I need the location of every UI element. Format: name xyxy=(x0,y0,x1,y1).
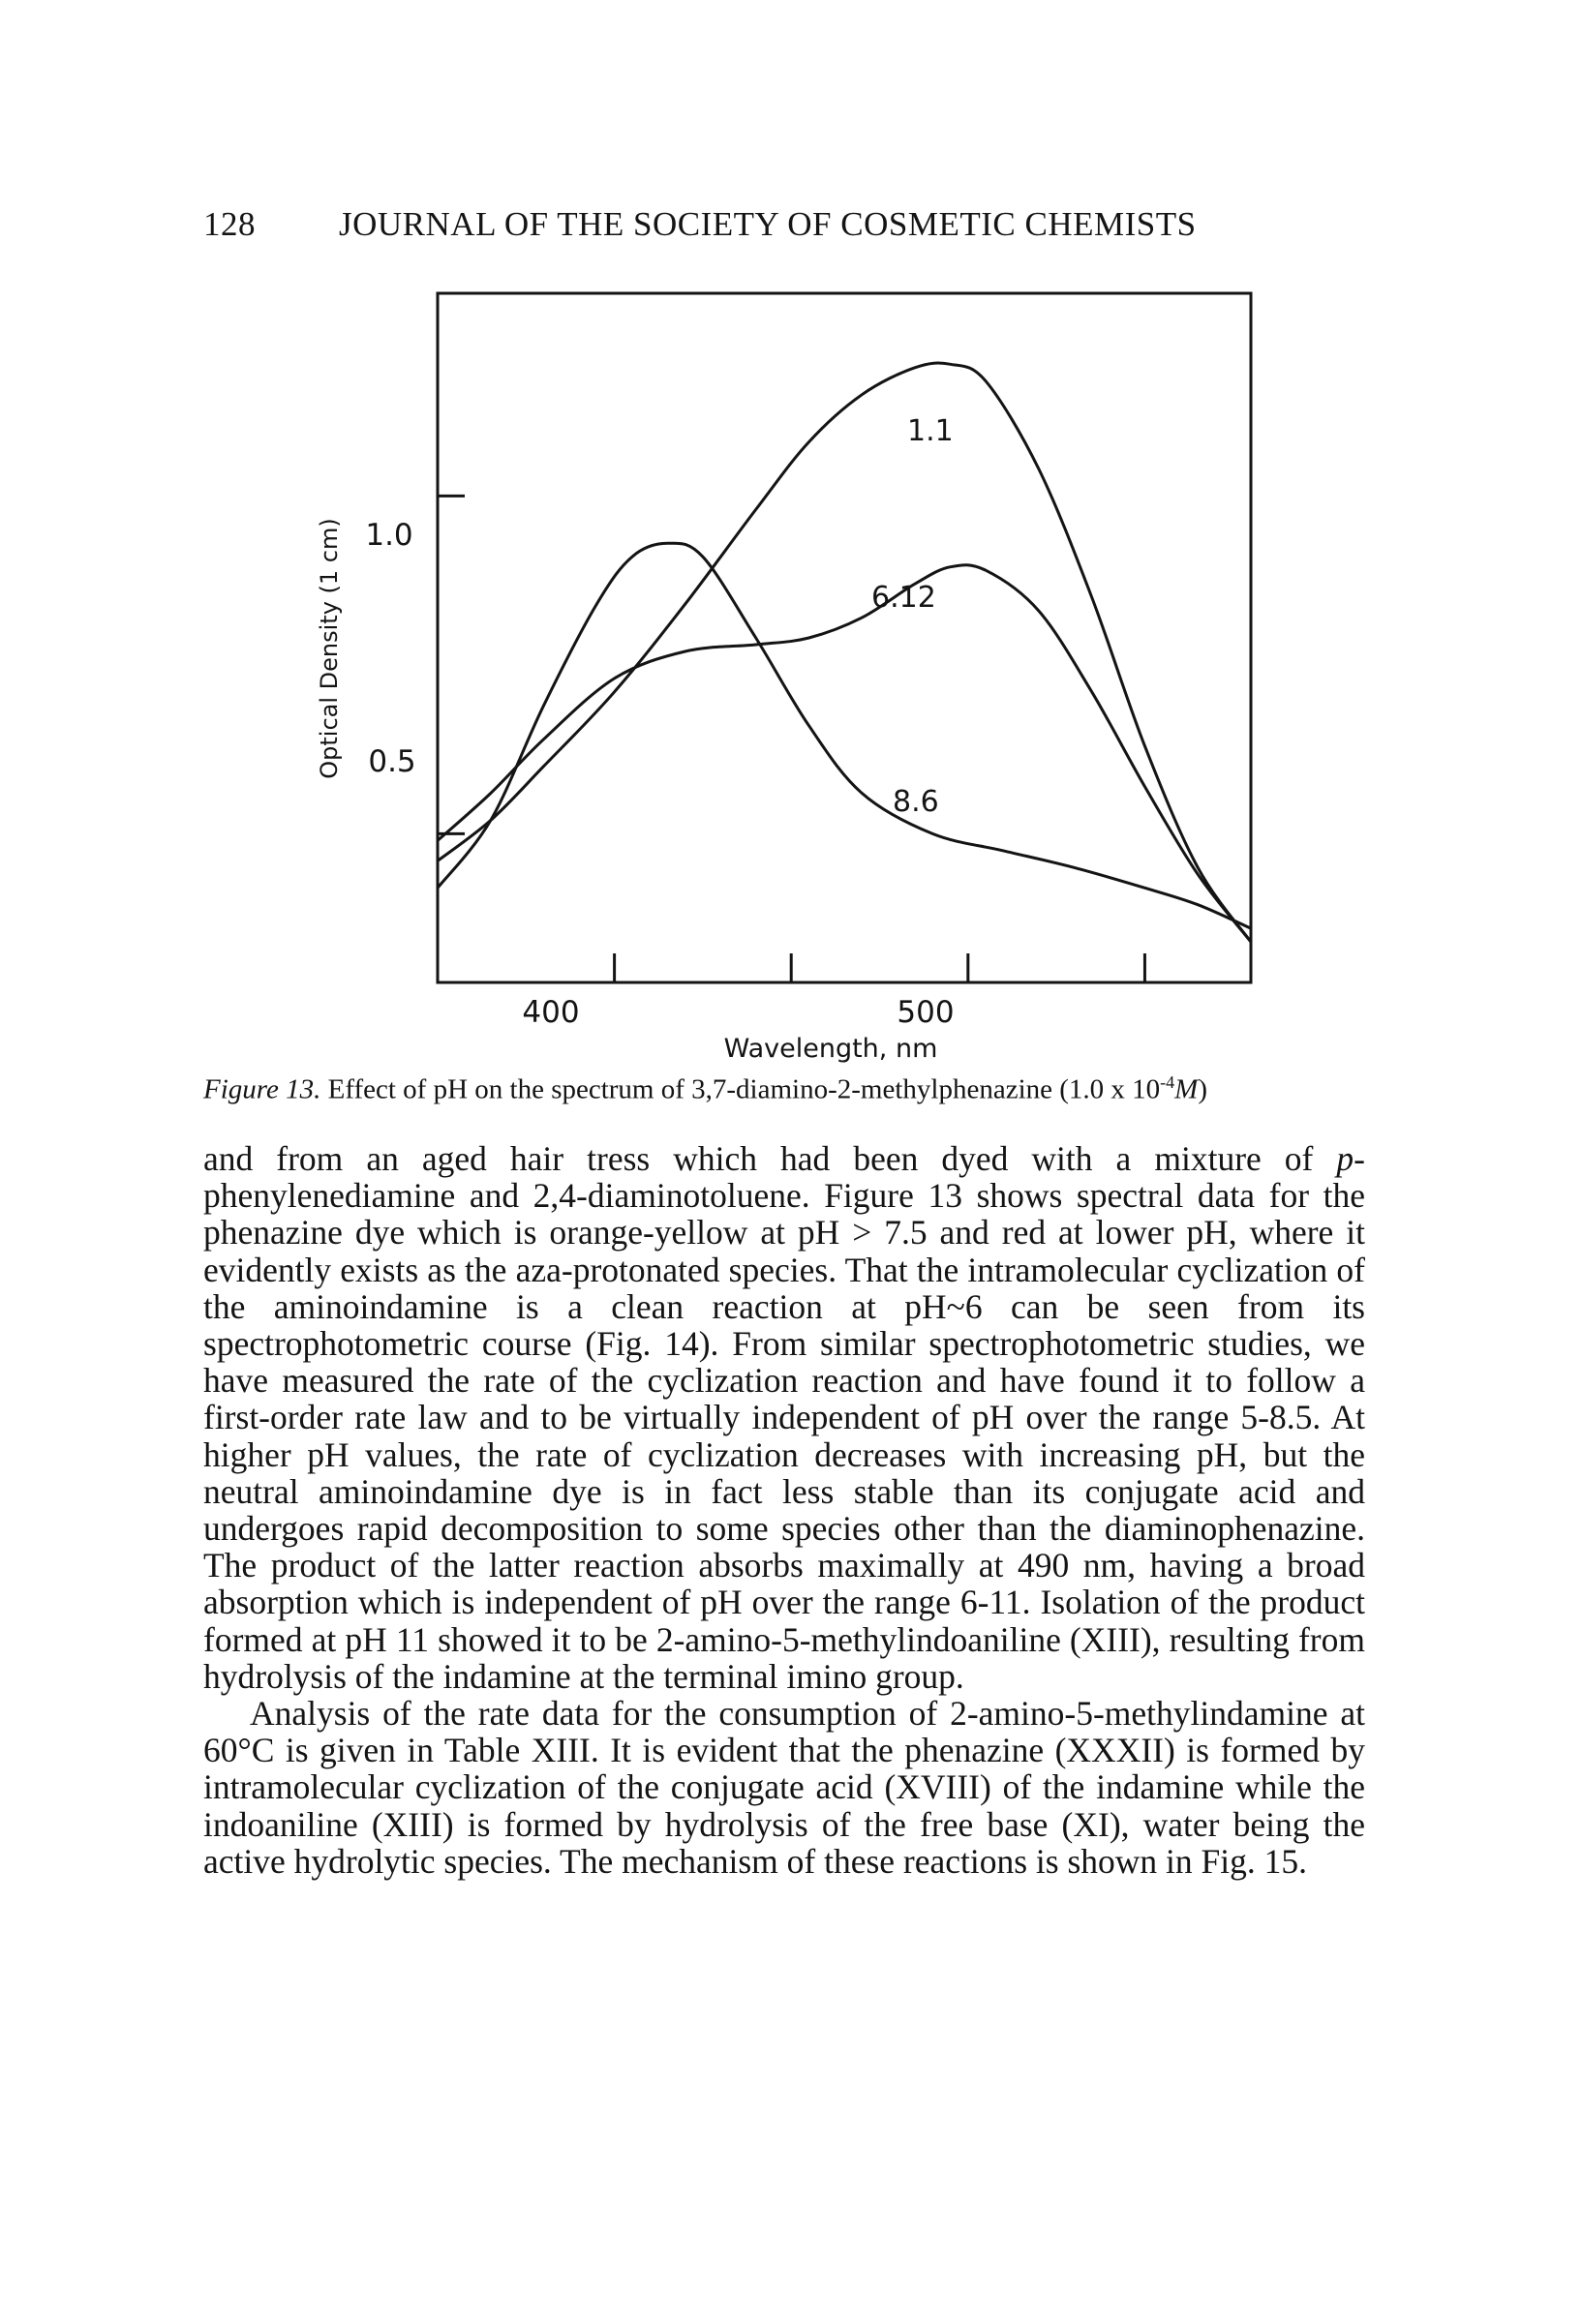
x-tick-label-500: 500 xyxy=(897,995,955,1030)
journal-title: JOURNAL OF THE SOCIETY OF COSMETIC CHEMISTS xyxy=(339,205,1197,243)
paragraph-1-italic-p: p xyxy=(1336,1139,1354,1178)
y-axis-label: Optical Density (1 cm) xyxy=(316,518,343,779)
paragraph-1 xyxy=(203,1140,1365,1695)
curve-label-6-12: 6.12 xyxy=(871,581,936,615)
x-tick-label-400: 400 xyxy=(522,995,580,1030)
figure-caption xyxy=(203,1072,1361,1106)
curve-label-8-6: 8.6 xyxy=(893,785,939,819)
paragraph-2: Analysis of the rate data for the consumption of 2-amino-5-methylindamine at 60°C is given in Table XIII. It is evident that the phenazine (XXXII) is formed by intramolecular cyclization of the conjugate acid (XVIII) of the indamine while the indoaniline (XIII) is formed by hydrolysis of the free base (XI), water being the active hydrolytic species. The mechanism of these reactions is shown in Fig. 15. xyxy=(203,1694,1365,1881)
caption-unit: M xyxy=(1174,1073,1199,1105)
x-axis-label: Wavelength, nm xyxy=(723,1034,938,1064)
caption-exponent: -4 xyxy=(1160,1072,1175,1092)
figure-13 xyxy=(0,0,1582,1123)
curve-ph-8-6 xyxy=(438,543,1251,928)
plot-frame xyxy=(438,293,1251,982)
caption-close: ) xyxy=(1198,1073,1208,1105)
caption-text: Effect of pH on the spectrum of 3,7-diamino-2-methylphenazine (1.0 x 10 xyxy=(327,1073,1161,1105)
curve-ph-1-1 xyxy=(438,363,1251,942)
curve-label-1-1: 1.1 xyxy=(907,414,954,448)
paragraph-1-part-b: -phenylenediamine and 2,4-diaminotoluene. Figure 13 shows spectral data for the phenazine dye which is orange-yellow at pH > 7.5 and red at lower pH, where it evidently exists as the aza-protonated species. That the intramolecular cyclization of the aminoindamine is a clean reaction at pH~6 can be seen from its spectrophotometric course (Fig. 14). From similar spectrophotometric studies, we have measured the rate of the cyclization reaction and have found it to follow a first-order rate law and to be virtually independent of pH over the range 5-8.5. At higher pH values, the rate of cyclization decreases with increasing pH, but the neutral aminoindamine dye is in fact less stable than its conjugate acid and undergoes rapid decomposition to some species other than the diaminophenazine. The product of the latter reaction absorbs maximally at 490 nm, having a broad absorption which is independent of pH over the range 6-11. Isolation of the product formed at pH 11 showed it to be 2-amino-5-methylindoaniline (XIII), resulting from hydrolysis of the indamine at the terminal imino group. xyxy=(203,1139,1365,1696)
spectrum-chart xyxy=(0,0,1582,1123)
y-tick-label-0-5: 0.5 xyxy=(368,744,416,779)
page-number: 128 xyxy=(203,205,256,243)
y-tick-label-1-0: 1.0 xyxy=(365,518,413,553)
body-text xyxy=(203,1140,1365,1880)
paragraph-1-part-a: and from an aged hair tress which had been dyed with a mixture of xyxy=(203,1139,1337,1178)
curve-ph-6-12 xyxy=(438,565,1251,942)
caption-label: Figure 13. xyxy=(203,1073,321,1105)
